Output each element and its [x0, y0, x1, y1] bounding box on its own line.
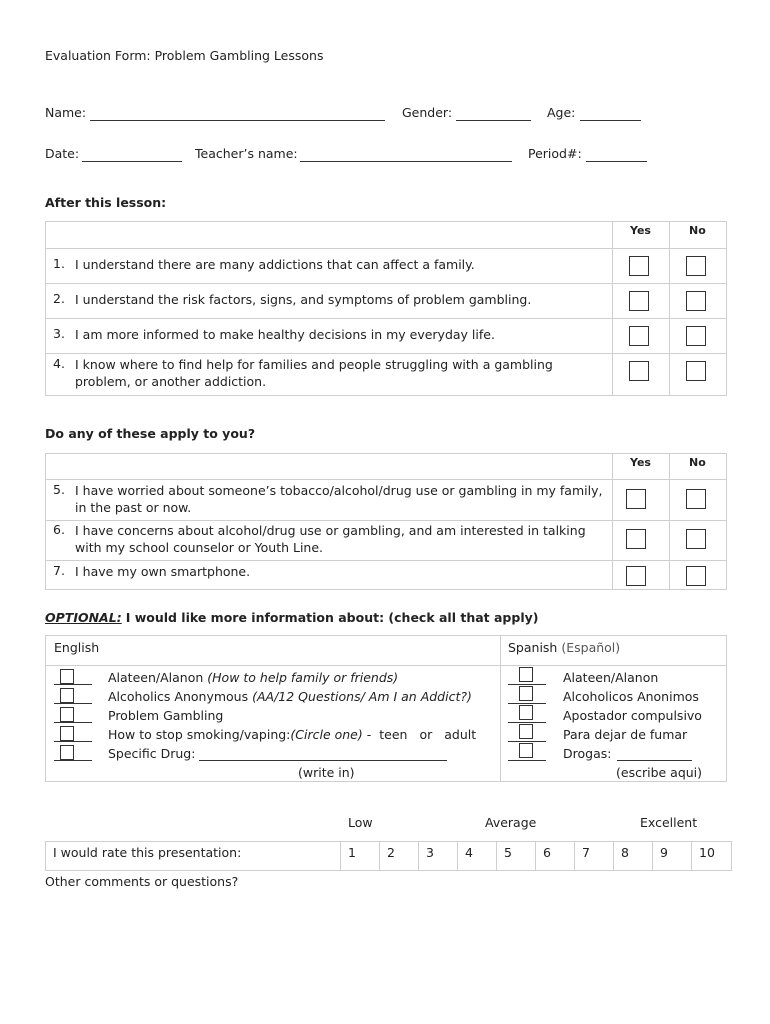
question-text: I understand the risk factors, signs, and symptoms of problem gambling. [75, 292, 532, 307]
escribe-aqui-note: (escribe aqui) [616, 765, 703, 780]
rating-option-6[interactable]: 6 [543, 845, 551, 860]
english-option-gambling: Problem Gambling [108, 708, 224, 723]
spanish-option-drug: Drogas: [563, 746, 612, 761]
spanish-checkbox[interactable] [519, 743, 533, 758]
no-checkbox[interactable] [686, 529, 706, 549]
spanish-checkbox[interactable] [519, 724, 533, 739]
drogas-write-in-line[interactable] [617, 760, 692, 761]
option-note: (Circle one) [290, 727, 363, 742]
yes-checkbox[interactable] [626, 489, 646, 509]
rating-option-8[interactable]: 8 [621, 845, 629, 860]
period-input-line[interactable] [586, 161, 647, 162]
spanish-header-label: Spanish [508, 640, 558, 655]
question-text: I know where to find help for families and people struggling with a gambling problem, or another addiction. [75, 357, 553, 389]
no-checkbox[interactable] [686, 291, 706, 311]
adult-option[interactable]: adult [444, 727, 477, 742]
yes-checkbox[interactable] [629, 361, 649, 381]
rating-question: I would rate this presentation: [53, 845, 242, 860]
yes-checkbox[interactable] [629, 326, 649, 346]
rating-option-1[interactable]: 1 [348, 845, 356, 860]
spanish-option-alateen: Alateen/Alanon [563, 670, 659, 685]
no-checkbox[interactable] [686, 489, 706, 509]
rating-option-2[interactable]: 2 [387, 845, 395, 860]
spanish-checkbox[interactable] [519, 667, 533, 682]
comments-label: Other comments or questions? [45, 874, 239, 889]
english-option-smoking [108, 727, 476, 742]
write-in-note: (write in) [298, 765, 355, 780]
option-note: (How to help family or friends) [207, 670, 399, 685]
english-checkbox[interactable] [60, 707, 74, 722]
optional-label: OPTIONAL: [45, 610, 122, 625]
yes-checkbox[interactable] [626, 529, 646, 549]
teacher-name-label: Teacher’s name: [195, 146, 298, 161]
no-checkbox[interactable] [686, 256, 706, 276]
teacher-name-input-line[interactable] [300, 161, 512, 162]
section1-yes-header: Yes [630, 224, 651, 237]
section2-title: Do any of these apply to you? [45, 426, 256, 441]
question-number: 6. [53, 522, 65, 537]
section1-title: After this lesson: [45, 195, 167, 210]
spanish-checkbox[interactable] [519, 686, 533, 701]
section1-no-header: No [689, 224, 706, 237]
question-text: I am more informed to make healthy decisions in my everyday life. [75, 327, 495, 342]
teen-option[interactable]: teen [379, 727, 408, 742]
date-label: Date: [45, 146, 80, 161]
rating-option-4[interactable]: 4 [465, 845, 473, 860]
question-number: 3. [53, 326, 65, 341]
question-text: I have concerns about alcohol/drug use or gambling, and am interested in talking with my school counselor or Youth Line. [75, 523, 586, 555]
english-checkbox[interactable] [60, 726, 74, 741]
or-text: or [419, 727, 433, 742]
name-input-line[interactable] [90, 120, 385, 121]
date-input-line[interactable] [82, 161, 182, 162]
yes-checkbox[interactable] [626, 566, 646, 586]
option-label: Alcoholics Anonymous [108, 689, 249, 704]
optional-title: I would like more information about: (check all that apply) [125, 610, 539, 625]
english-checkbox[interactable] [60, 745, 74, 760]
question-text: I have my own smartphone. [75, 564, 251, 579]
optional-heading [45, 610, 538, 625]
option-dash: - [366, 727, 372, 742]
rating-option-7[interactable]: 7 [582, 845, 590, 860]
question-number: 1. [53, 256, 65, 271]
english-checkbox[interactable] [60, 688, 74, 703]
no-checkbox[interactable] [686, 361, 706, 381]
question-text: I understand there are many addictions that can affect a family. [75, 257, 475, 272]
drug-write-in-line[interactable] [199, 760, 447, 761]
english-checkbox[interactable] [60, 669, 74, 684]
spanish-checkbox[interactable] [519, 705, 533, 720]
question-number: 7. [53, 563, 65, 578]
no-checkbox[interactable] [686, 326, 706, 346]
rating-option-10[interactable]: 10 [699, 845, 715, 860]
spanish-header-paren: (Español) [561, 640, 621, 655]
rating-option-3[interactable]: 3 [426, 845, 434, 860]
spanish-header [508, 640, 620, 655]
gender-input-line[interactable] [456, 120, 531, 121]
english-option-alateen [108, 670, 398, 685]
form-title: Evaluation Form: Problem Gambling Lessons [45, 48, 324, 63]
english-header: English [54, 640, 100, 655]
spanish-option-smoking: Para dejar de fumar [563, 727, 688, 742]
rating-average-label: Average [485, 815, 537, 830]
yes-checkbox[interactable] [629, 256, 649, 276]
section2-yes-header: Yes [630, 456, 651, 469]
question-number: 5. [53, 482, 65, 497]
question-number: 4. [53, 356, 65, 371]
question-text: I have worried about someone’s tobacco/alcohol/drug use or gambling in my family, in the past or now. [75, 483, 603, 515]
english-option-drug: Specific Drug: [108, 746, 196, 761]
rating-option-9[interactable]: 9 [660, 845, 668, 860]
option-label: How to stop smoking/vaping: [108, 727, 291, 742]
spanish-option-gambling: Apostador compulsivo [563, 708, 702, 723]
option-label: Alateen/Alanon [108, 670, 204, 685]
no-checkbox[interactable] [686, 566, 706, 586]
english-option-aa [108, 689, 472, 704]
age-label: Age: [547, 105, 576, 120]
rating-excellent-label: Excellent [640, 815, 698, 830]
option-note: (AA/12 Questions/ Am I an Addict?) [252, 689, 472, 704]
name-label: Name: [45, 105, 87, 120]
rating-option-5[interactable]: 5 [504, 845, 512, 860]
yes-checkbox[interactable] [629, 291, 649, 311]
question-number: 2. [53, 291, 65, 306]
period-label: Period#: [528, 146, 582, 161]
age-input-line[interactable] [580, 120, 641, 121]
section2-no-header: No [689, 456, 706, 469]
gender-label: Gender: [402, 105, 453, 120]
rating-low-label: Low [348, 815, 373, 830]
spanish-option-aa: Alcoholicos Anonimos [563, 689, 699, 704]
